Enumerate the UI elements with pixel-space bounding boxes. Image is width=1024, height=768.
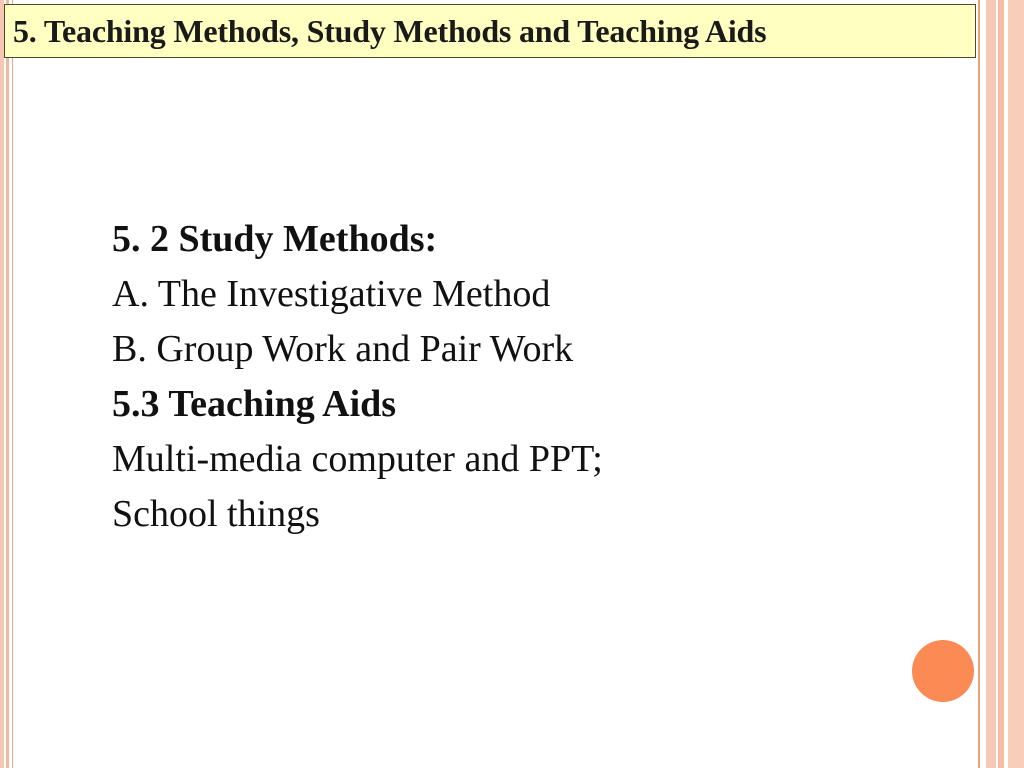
- decorative-circle-icon: [912, 640, 974, 702]
- heading-study-methods: 5. 2 Study Methods:: [112, 218, 438, 260]
- left-decorative-stripe: [0, 0, 4, 768]
- content-body: [112, 212, 952, 542]
- left-decorative-stripe-inner: [6, 0, 9, 768]
- item-school-things: School things: [112, 493, 320, 535]
- slide-title: 5. Teaching Methods, Study Methods and Teaching Aids: [13, 12, 767, 49]
- item-multimedia-computer: Multi-media computer and PPT;: [112, 438, 603, 480]
- title-box: [4, 4, 976, 58]
- right-decorative-stripe-outer: [1008, 0, 1024, 768]
- item-investigative-method: A. The Investigative Method: [112, 273, 551, 315]
- item-group-pair-work: B. Group Work and Pair Work: [112, 328, 574, 370]
- left-border-line: [12, 0, 13, 768]
- right-decorative-stripe: [986, 0, 996, 768]
- heading-teaching-aids: 5.3 Teaching Aids: [112, 383, 397, 425]
- right-border-line: [978, 0, 980, 768]
- right-decorative-stripe-middle: [998, 0, 1004, 768]
